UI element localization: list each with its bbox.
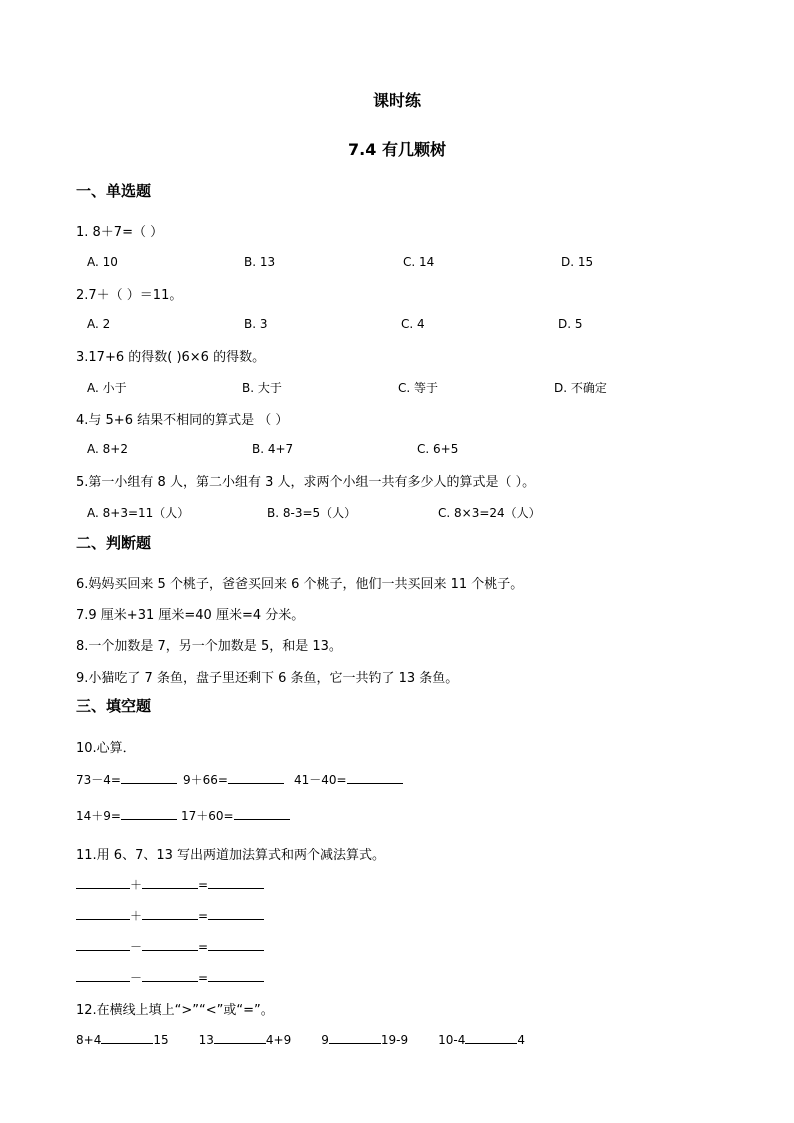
question-2-option-d[interactable]: D. 5 <box>558 317 583 331</box>
mental-math-item: 9＋66= <box>182 773 228 787</box>
compare-right: 19-9 <box>380 1033 409 1047</box>
equals-sign: = <box>198 909 209 923</box>
question-5-option-b[interactable]: B. 8-3=5（人） <box>267 506 357 520</box>
question-4-option-b[interactable]: B. 4+7 <box>252 442 294 456</box>
answer-blank[interactable] <box>76 907 130 920</box>
question-11-stem: 11.用 6、7、13 写出两道加法算式和两个减法算式。 <box>76 848 386 863</box>
question-5-option-a[interactable]: A. 8+3=11（人） <box>87 506 190 520</box>
compare-right: 15 <box>153 1033 169 1047</box>
compare-row <box>76 1031 525 1047</box>
equation-row <box>76 969 264 986</box>
operator: － <box>130 940 143 954</box>
equation-row <box>76 907 264 924</box>
question-5-option-c[interactable]: C. 8×3=24（人） <box>438 506 541 520</box>
lesson-subtitle: 7.4 有几颗树 <box>348 140 446 159</box>
question-4-option-a[interactable]: A. 8+2 <box>87 442 128 456</box>
question-2-stem: 2.7＋（ ）＝11。 <box>76 288 183 303</box>
equals-sign: = <box>198 878 209 892</box>
answer-blank[interactable] <box>347 771 403 784</box>
page-title: 课时练 <box>372 91 421 110</box>
section-heading-fill-blank: 三、填空题 <box>76 697 152 715</box>
question-10-row-1 <box>76 771 403 788</box>
question-1-stem: 1. 8＋7=（ ） <box>76 225 164 240</box>
compare-right: 4 <box>517 1033 525 1047</box>
question-10-stem: 10.心算． <box>76 741 136 756</box>
question-1-option-b[interactable]: B. 13 <box>244 255 276 269</box>
question-4-option-c[interactable]: C. 6+5 <box>417 442 459 456</box>
question-8-stem: 8.一个加数是 7，另一个加数是 5，和是 13。 <box>76 639 342 654</box>
compare-blank[interactable] <box>465 1031 517 1044</box>
operator: ＋ <box>130 909 143 923</box>
question-2-option-a[interactable]: A. 2 <box>87 317 111 331</box>
question-10-row-2 <box>76 807 290 824</box>
answer-blank[interactable] <box>142 969 198 982</box>
compare-left: 8+4 <box>76 1033 102 1047</box>
answer-blank[interactable] <box>234 807 290 820</box>
question-5-stem: 5.第一小组有 8 人，第二小组有 3 人，求两个小组一共有多少人的算式是（ ）。 <box>76 475 536 490</box>
question-1-option-a[interactable]: A. 10 <box>87 255 118 269</box>
answer-blank[interactable] <box>76 969 130 982</box>
operator: － <box>130 971 143 985</box>
answer-blank[interactable] <box>76 876 130 889</box>
answer-blank[interactable] <box>121 807 177 820</box>
mental-math-item: 41－40= <box>293 773 347 787</box>
equals-sign: = <box>198 940 209 954</box>
question-2-option-c[interactable]: C. 4 <box>401 317 425 331</box>
compare-blank[interactable] <box>329 1031 381 1044</box>
answer-blank[interactable] <box>208 876 264 889</box>
answer-blank[interactable] <box>76 938 130 951</box>
answer-blank[interactable] <box>208 969 264 982</box>
section-heading-true-false: 二、判断题 <box>76 534 152 552</box>
mental-math-item: 17＋60= <box>180 809 234 823</box>
question-4-stem: 4.与 5+6 结果不相同的算式是 （ ） <box>76 413 289 428</box>
question-7-stem: 7.9 厘米+31 厘米=40 厘米=4 分米。 <box>76 608 305 623</box>
question-3-option-a[interactable]: A. 小于 <box>87 381 127 395</box>
question-12-stem: 12.在横线上填上“>”“<”或“=”。 <box>76 1003 274 1018</box>
compare-left: 10-4 <box>438 1033 466 1047</box>
question-3-option-c[interactable]: C. 等于 <box>398 381 439 395</box>
compare-left: 9 <box>321 1033 329 1047</box>
question-6-stem: 6.妈妈买回来 5 个桃子，爸爸买回来 6 个桃子，他们一共买回来 11 个桃子。 <box>76 577 524 592</box>
compare-right: 4+9 <box>265 1033 292 1047</box>
question-3-option-d[interactable]: D. 不确定 <box>554 381 607 395</box>
question-1-option-c[interactable]: C. 14 <box>403 255 435 269</box>
answer-blank[interactable] <box>142 876 198 889</box>
mental-math-item: 14＋9= <box>76 809 121 823</box>
section-heading-single-choice: 一、单选题 <box>76 182 152 200</box>
operator: ＋ <box>130 878 143 892</box>
answer-blank[interactable] <box>121 771 177 784</box>
question-1-option-d[interactable]: D. 15 <box>561 255 594 269</box>
equation-row <box>76 876 264 893</box>
answer-blank[interactable] <box>208 938 264 951</box>
answer-blank[interactable] <box>142 938 198 951</box>
compare-blank[interactable] <box>214 1031 266 1044</box>
question-3-stem: 3.17+6 的得数( )6×6 的得数。 <box>76 350 266 365</box>
question-3-option-b[interactable]: B. 大于 <box>242 381 282 395</box>
compare-left: 13 <box>198 1033 214 1047</box>
mental-math-item: 73－4= <box>76 773 121 787</box>
answer-blank[interactable] <box>142 907 198 920</box>
question-2-option-b[interactable]: B. 3 <box>244 317 268 331</box>
compare-blank[interactable] <box>101 1031 153 1044</box>
question-9-stem: 9.小猫吃了 7 条鱼，盘子里还剩下 6 条鱼，它一共钓了 13 条鱼。 <box>76 671 459 686</box>
answer-blank[interactable] <box>228 771 284 784</box>
answer-blank[interactable] <box>208 907 264 920</box>
equation-row <box>76 938 264 955</box>
equals-sign: = <box>198 971 209 985</box>
